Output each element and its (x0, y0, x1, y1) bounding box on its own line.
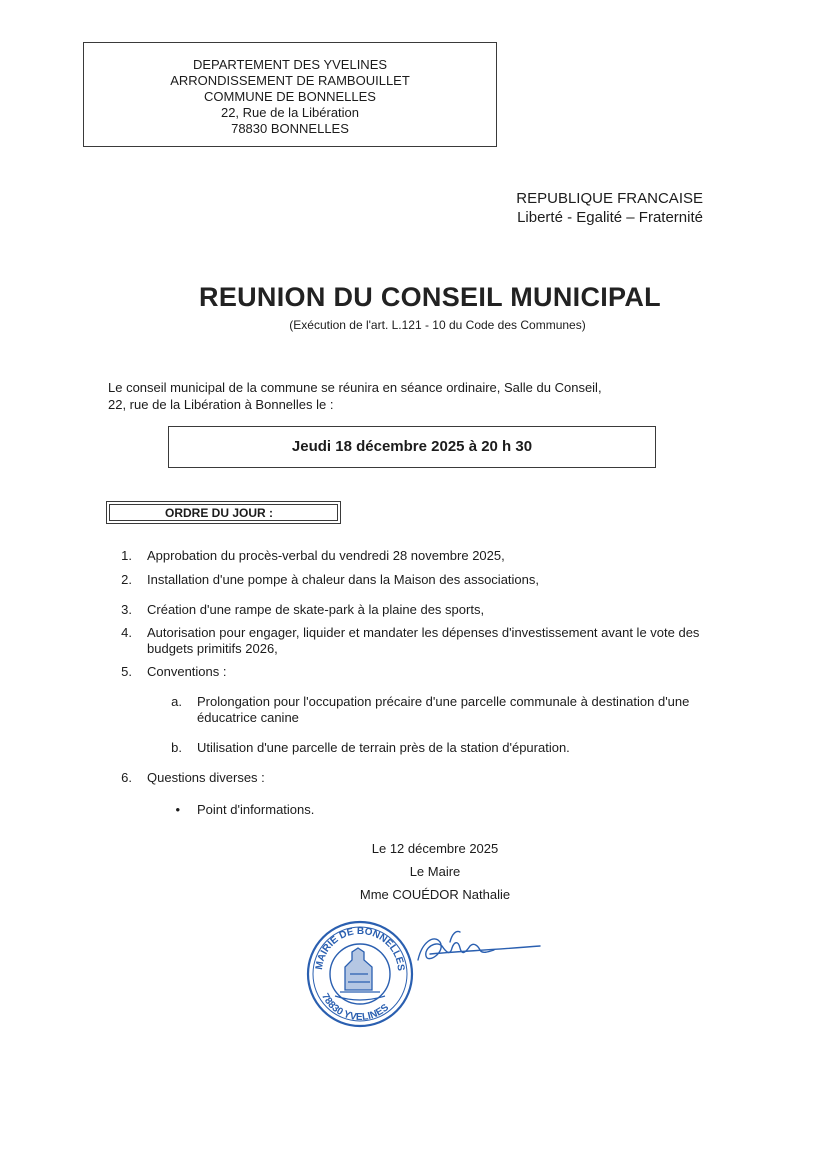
agenda-item-number: 1. (121, 548, 132, 563)
agenda-bullet-item (0, 802, 827, 818)
official-seal-icon (308, 922, 412, 1026)
republic-block (470, 189, 703, 227)
signature-role: Le Maire (409, 864, 461, 879)
agenda-item-text: Conventions : (147, 664, 227, 679)
agenda-item-6 (0, 770, 827, 786)
agenda-item-1 (0, 548, 827, 564)
agenda-item-text-line-1: Autorisation pour engager, liquider et mandater les dépenses d'investissement avant le vote des (147, 625, 700, 640)
agenda-heading-box (106, 501, 341, 524)
agenda-item-number: 5. (121, 664, 132, 679)
address-box (83, 42, 497, 147)
agenda-item-number: 4. (121, 625, 132, 640)
agenda-item-text: Utilisation d'une parcelle de terrain près de la station d'épuration. (197, 740, 570, 755)
agenda-sub-item-b (0, 740, 827, 756)
address-line-commune: COMMUNE DE BONNELLES (204, 89, 376, 104)
agenda-item-text: Point d'informations. (197, 802, 315, 817)
address-line-street: 22, Rue de la Libération (220, 105, 360, 120)
agenda-item-2 (0, 572, 827, 588)
bullet-icon: • (175, 802, 180, 817)
intro-paragraph (108, 379, 748, 413)
address-line-department: DEPARTEMENT DES YVELINES (192, 57, 388, 72)
agenda-item-text: Approbation du procès-verbal du vendredi 28 novembre 2025, (147, 548, 505, 563)
agenda-item-number: 3. (121, 602, 132, 617)
republic-motto: Liberté - Egalité – Fraternité (517, 209, 703, 226)
agenda-heading: ORDRE DU JOUR : (109, 504, 338, 521)
agenda-item-text: Installation d'une pompe à chaleur dans la Maison des associations, (147, 572, 539, 587)
agenda-item-text: Questions diverses : (147, 770, 265, 785)
svg-text:78830 YVELINES: 78830 YVELINES (319, 991, 392, 1024)
agenda-sub-item-a (0, 694, 827, 726)
page-title: REUNION DU CONSEIL MUNICIPAL (199, 282, 661, 312)
handwritten-signature (418, 931, 540, 960)
svg-text:MAIRIE DE BONNELLES: MAIRIE DE BONNELLES (313, 925, 407, 972)
agenda-item-3 (0, 602, 827, 618)
agenda-item-number: a. (171, 694, 182, 709)
agenda-item-text-line-2: éducatrice canine (197, 710, 299, 725)
signature-date: Le 12 décembre 2025 (371, 841, 499, 856)
agenda-item-number: b. (171, 740, 182, 755)
mayor-seal-and-signature (300, 912, 550, 1032)
page-subtitle: (Exécution de l'art. L.121 - 10 du Code des Communes) (289, 318, 586, 332)
agenda-item-text-line-2: budgets primitifs 2026, (147, 641, 278, 656)
intro-line-2: 22, rue de la Libération à Bonnelles le : (108, 397, 334, 412)
agenda-item-number: 2. (121, 572, 132, 587)
intro-line-1: Le conseil municipal de la commune se réunira en séance ordinaire, Salle du Conseil, (108, 380, 602, 395)
meeting-date-box: Jeudi 18 décembre 2025 à 20 h 30 (168, 426, 656, 468)
address-line-arrondissement: ARRONDISSEMENT DE RAMBOUILLET (170, 73, 410, 88)
signature-name: Mme COUÉDOR Nathalie (359, 887, 511, 902)
agenda-item-number: 6. (121, 770, 132, 785)
republic-name: REPUBLIQUE FRANCAISE (516, 190, 703, 207)
address-line-city: 78830 BONNELLES (231, 121, 349, 136)
agenda-item-4 (0, 625, 827, 657)
agenda-item-text-line-1: Prolongation pour l'occupation précaire d'une parcelle communale à destination d'une (197, 694, 690, 709)
agenda-item-5 (0, 664, 827, 680)
agenda-item-text: Création d'une rampe de skate-park à la plaine des sports, (147, 602, 485, 617)
